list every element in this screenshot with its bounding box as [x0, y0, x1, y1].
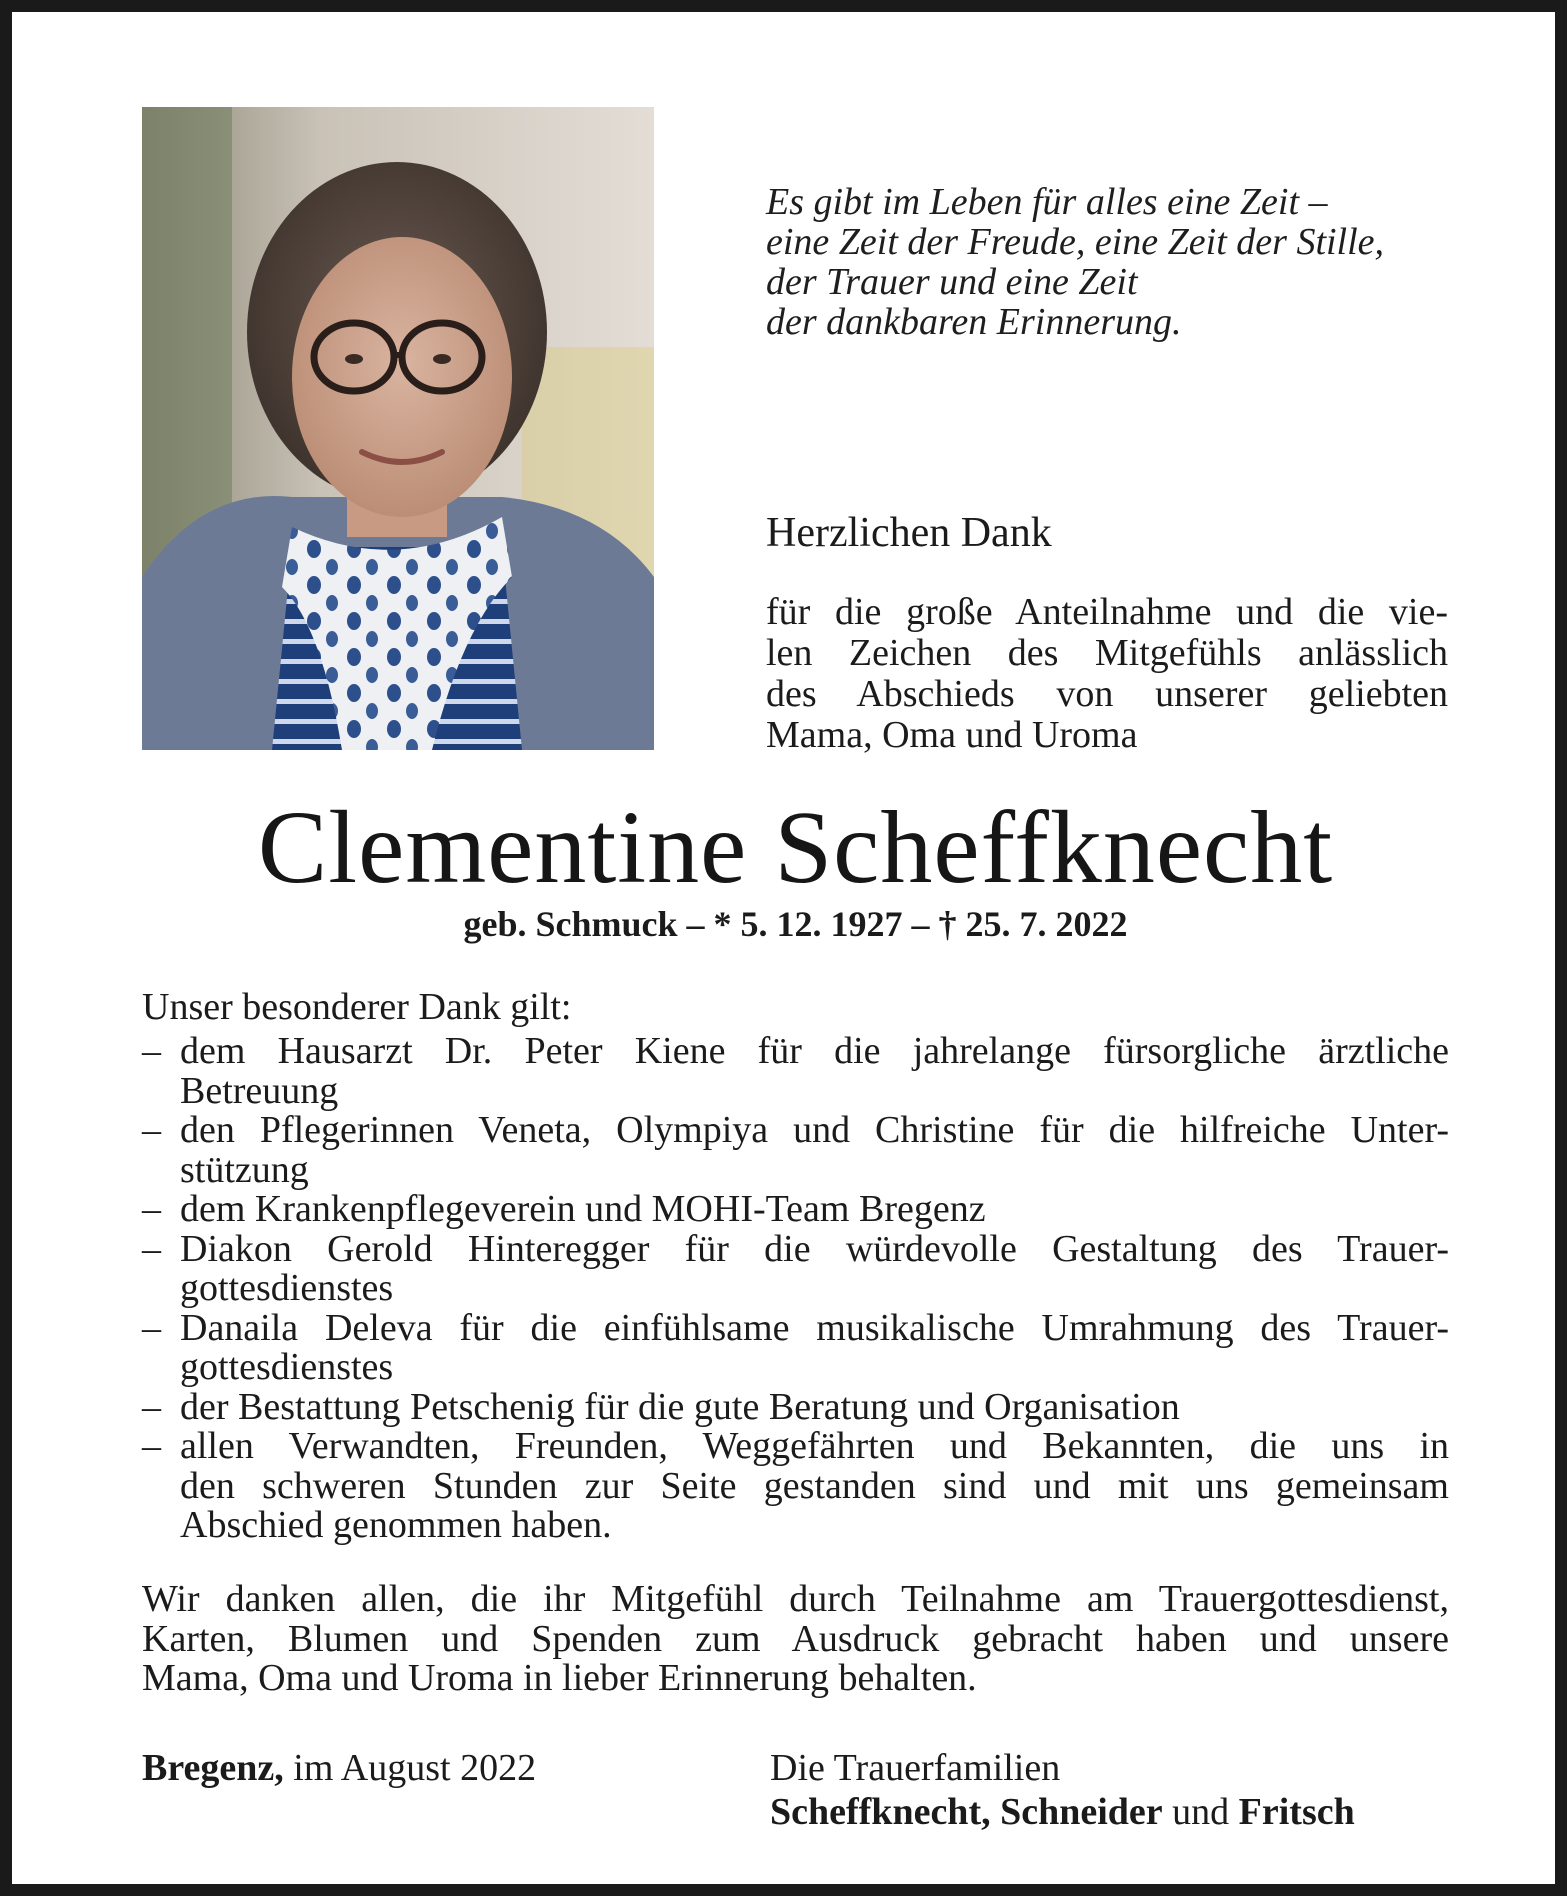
- thanks-heading: Herzlichen Dank: [766, 510, 1052, 556]
- quote-line: der dankbaren Erinnerung.: [766, 301, 1182, 343]
- gratitude-item-line: gottesdienstes: [180, 1346, 394, 1388]
- gratitude-item-line: dem Krankenpflegeverein und MOHI-Team Bregenz: [180, 1188, 986, 1230]
- thanks-line: für die große Anteilnahme und die vie-: [766, 591, 1448, 633]
- poem-quote: [766, 182, 1466, 342]
- gratitude-item: [142, 1385, 1449, 1428]
- thanks-line: des Abschieds von unserer geliebten: [766, 673, 1448, 715]
- gratitude-item-line: den schweren Stunden zur Seite gestanden sind und mit uns gemeinsam: [180, 1464, 1449, 1507]
- gratitude-item-line: Diakon Gerold Hinteregger für die würdevolle Gestaltung des Trauer-: [180, 1227, 1449, 1270]
- closing-line: Wir danken allen, die ihr Mitgefühl durch Teilnahme am Trauergottesdienst,: [142, 1578, 1449, 1620]
- family-names: [770, 1790, 1355, 1834]
- thanks-line: len Zeichen des Mitgefühls anlässlich: [766, 632, 1448, 674]
- signature-block: [770, 1746, 1355, 1834]
- place-name: Bregenz,: [142, 1747, 284, 1789]
- gratitude-intro: Unser besonderer Dank gilt:: [142, 986, 572, 1028]
- gratitude-item: [142, 1227, 1449, 1309]
- quote-line: eine Zeit der Freude, eine Zeit der Stille,: [766, 221, 1385, 263]
- dash-bullet: –: [142, 1306, 161, 1349]
- gratitude-item: [142, 1111, 1449, 1190]
- thanks-line: Mama, Oma und Uroma: [766, 714, 1138, 756]
- dash-bullet: –: [142, 1188, 161, 1230]
- family-joiner: und: [1162, 1791, 1239, 1833]
- deceased-dates: geb. Schmuck – * 5. 12. 1927 – † 25. 7. 2022: [463, 904, 1128, 944]
- dash-bullet: –: [142, 1425, 161, 1467]
- gratitude-item-line: dem Hausarzt Dr. Peter Kiene für die jahrelange fürsorgliche ärztliche: [180, 1030, 1449, 1072]
- gratitude-list: [142, 1032, 1449, 1546]
- dash-bullet: –: [142, 1030, 161, 1072]
- gratitude-item: [142, 1427, 1449, 1546]
- family-name: Fritsch: [1238, 1791, 1355, 1833]
- gratitude-item-line: Abschied genommen haben.: [180, 1504, 612, 1546]
- dash-bullet: –: [142, 1109, 161, 1151]
- portrait-photo-graphic: [142, 107, 654, 750]
- dash-bullet: –: [142, 1385, 161, 1428]
- gratitude-item-line: der Bestattung Petschenig für die gute Beratung und Organisation: [180, 1385, 1180, 1428]
- gratitude-item-line: Betreuung: [180, 1069, 339, 1112]
- gratitude-item: [142, 1190, 1449, 1230]
- place-date: [142, 1746, 536, 1790]
- gratitude-item-line: den Pflegerinnen Veneta, Olympiya und Christine für die hilfreiche Unter-: [180, 1109, 1449, 1151]
- quote-line: der Trauer und eine Zeit: [766, 261, 1138, 303]
- gratitude-item-line: allen Verwandten, Freunden, Weggefährten und Bekannten, die uns in: [180, 1425, 1449, 1467]
- closing-line: Mama, Oma und Uroma in lieber Erinnerung behalten.: [142, 1657, 977, 1699]
- thanks-paragraph: [766, 592, 1448, 756]
- closing-paragraph: [142, 1580, 1449, 1699]
- quote-line: Es gibt im Leben für alles eine Zeit –: [766, 181, 1328, 223]
- gratitude-item-line: gottesdienstes: [180, 1267, 394, 1309]
- signature-intro: Die Trauerfamilien: [770, 1747, 1061, 1789]
- dash-bullet: –: [142, 1227, 161, 1270]
- deceased-name: Clementine Scheffknecht: [257, 790, 1334, 905]
- closing-line: Karten, Blumen und Spenden zum Ausdruck gebracht haben und unsere: [142, 1617, 1449, 1660]
- gratitude-item: [142, 1306, 1449, 1388]
- gratitude-item: [142, 1032, 1449, 1111]
- portrait-photo: [142, 107, 654, 750]
- notice-date: im August 2022: [283, 1747, 537, 1789]
- gratitude-item-line: Danaila Deleva für die einfühlsame musikalische Umrahmung des Trauer-: [180, 1306, 1449, 1349]
- gratitude-item-line: stützung: [180, 1148, 309, 1191]
- family-name: Schneider: [990, 1791, 1163, 1833]
- family-name: Scheffknecht,: [770, 1791, 991, 1833]
